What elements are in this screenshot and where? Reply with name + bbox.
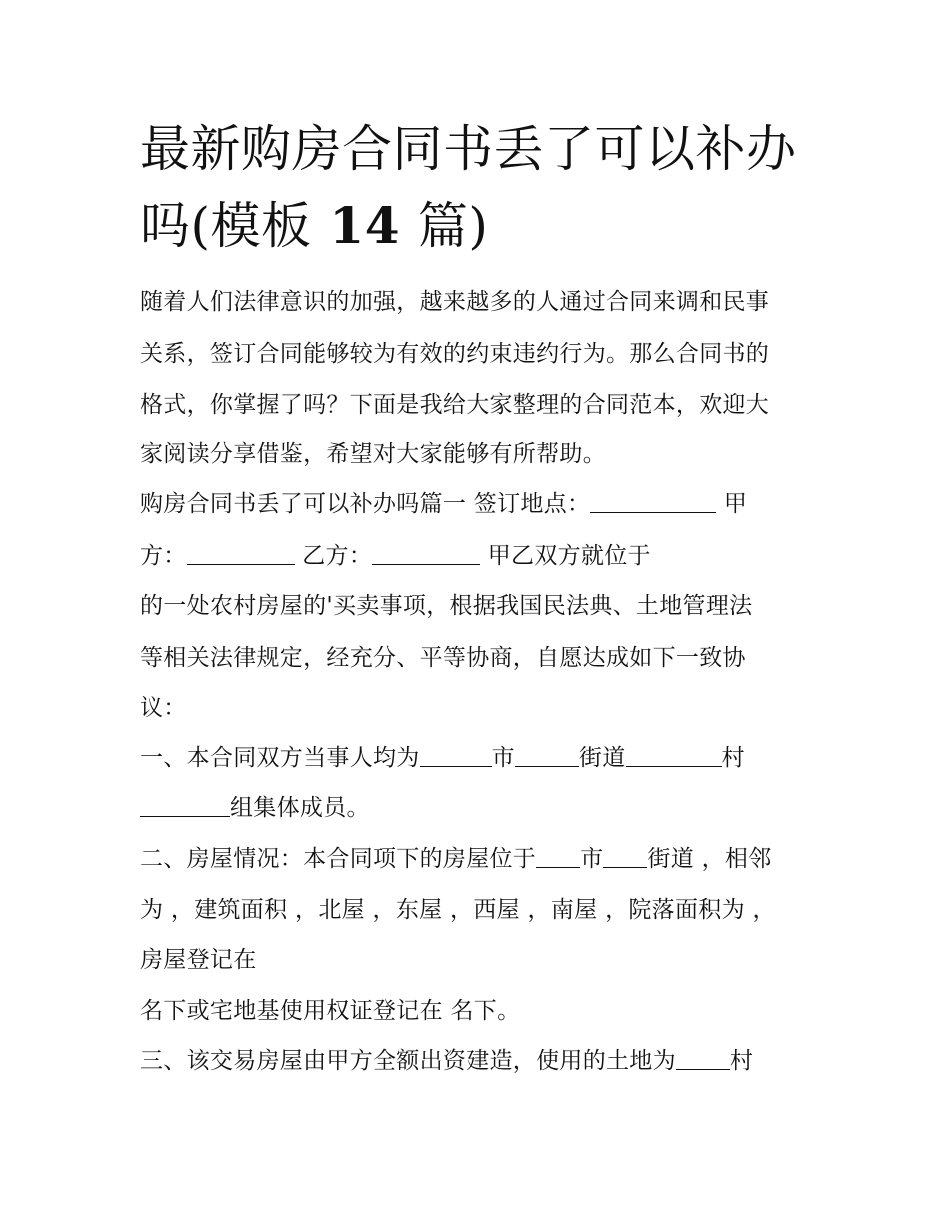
s2-text-a: 二、房屋情况：本合同项下的房屋位于 [140,846,537,872]
intro-line-4: 家阅读分享借鉴，希望对大家能够有所帮助。 [140,441,606,467]
s1-text-d: 村 [721,745,745,771]
street-blank[interactable] [515,744,579,767]
p1-party-a-label: 方： [140,543,187,569]
section-3-line-1 [140,1045,820,1077]
s1-text-a: 一、本合同双方当事人均为 [140,745,420,771]
s1-text-c: 街道 [578,745,626,771]
land-village-blank[interactable] [676,1047,730,1070]
section-1-line-2 [140,792,820,824]
section-2-line-4: 名下或宅地基使用权证登记在 名下。 [140,998,521,1024]
party-b-blank[interactable] [372,542,480,565]
paragraph-1-line-5: 议： [140,695,187,721]
intro-line-1: 随着人们法律意识的加强，越来越多的人通过合同来调和民事 [140,289,770,315]
section-2-line-3: 房屋登记在 [140,947,257,973]
house-street-blank[interactable] [603,845,647,868]
p1-location-text: 甲乙双方就位于 [480,543,651,569]
paragraph-1-line-2 [140,540,820,572]
p1-text-a: 购房合同书丢了可以补办吗篇一 签订地点： [140,491,591,517]
party-a-blank[interactable] [187,542,295,565]
p1-text-b: 甲 [716,491,748,517]
s1-text-b: 市 [491,745,515,771]
title-text-2b: 篇) [417,197,489,255]
section-2-line-1 [140,843,820,875]
paragraph-1-line-3: 的一处农村房屋的'买卖事项，根据我国民法典、土地管理法 [140,593,753,619]
s3-text-b: 村 [729,1048,754,1074]
p1-party-b-label: 乙方： [294,543,373,569]
group-blank[interactable] [140,794,230,817]
title-text-2a: 吗(模板 [140,197,312,255]
s1-text-e: 组集体成员。 [230,795,370,821]
intro-line-3: 格式，你掌握了吗？下面是我给大家整理的合同范本，欢迎大 [140,392,770,418]
s2-text-c: 街道 ，相邻 [647,846,772,872]
document-title-line-1 [140,119,820,179]
village-blank[interactable] [626,744,722,767]
signing-location-blank[interactable] [590,490,716,513]
s3-text-a: 三、该交易房屋由甲方全额出资建造，使用的土地为 [140,1048,676,1074]
house-city-blank[interactable] [536,845,580,868]
section-1-line-1 [140,742,820,774]
section-2-line-2: 为 ，建筑面积 ，北屋 ，东屋 ，西屋 ，南屋 ，院落面积为 ， [140,897,776,923]
intro-line-2: 关系，签订合同能够较为有效的约束违约行为。那么合同书的 [140,341,770,367]
s2-text-b: 市 [580,846,604,872]
paragraph-1-line-4: 等相关法律规定，经充分、平等协商，自愿达成如下一致协 [140,645,746,671]
title-number: 14 [311,196,418,255]
document-title-line-2 [140,196,820,256]
title-text-1: 最新购房合同书丢了可以补办 [140,120,797,178]
paragraph-1-line-1 [140,488,820,520]
city-blank[interactable] [420,744,492,767]
